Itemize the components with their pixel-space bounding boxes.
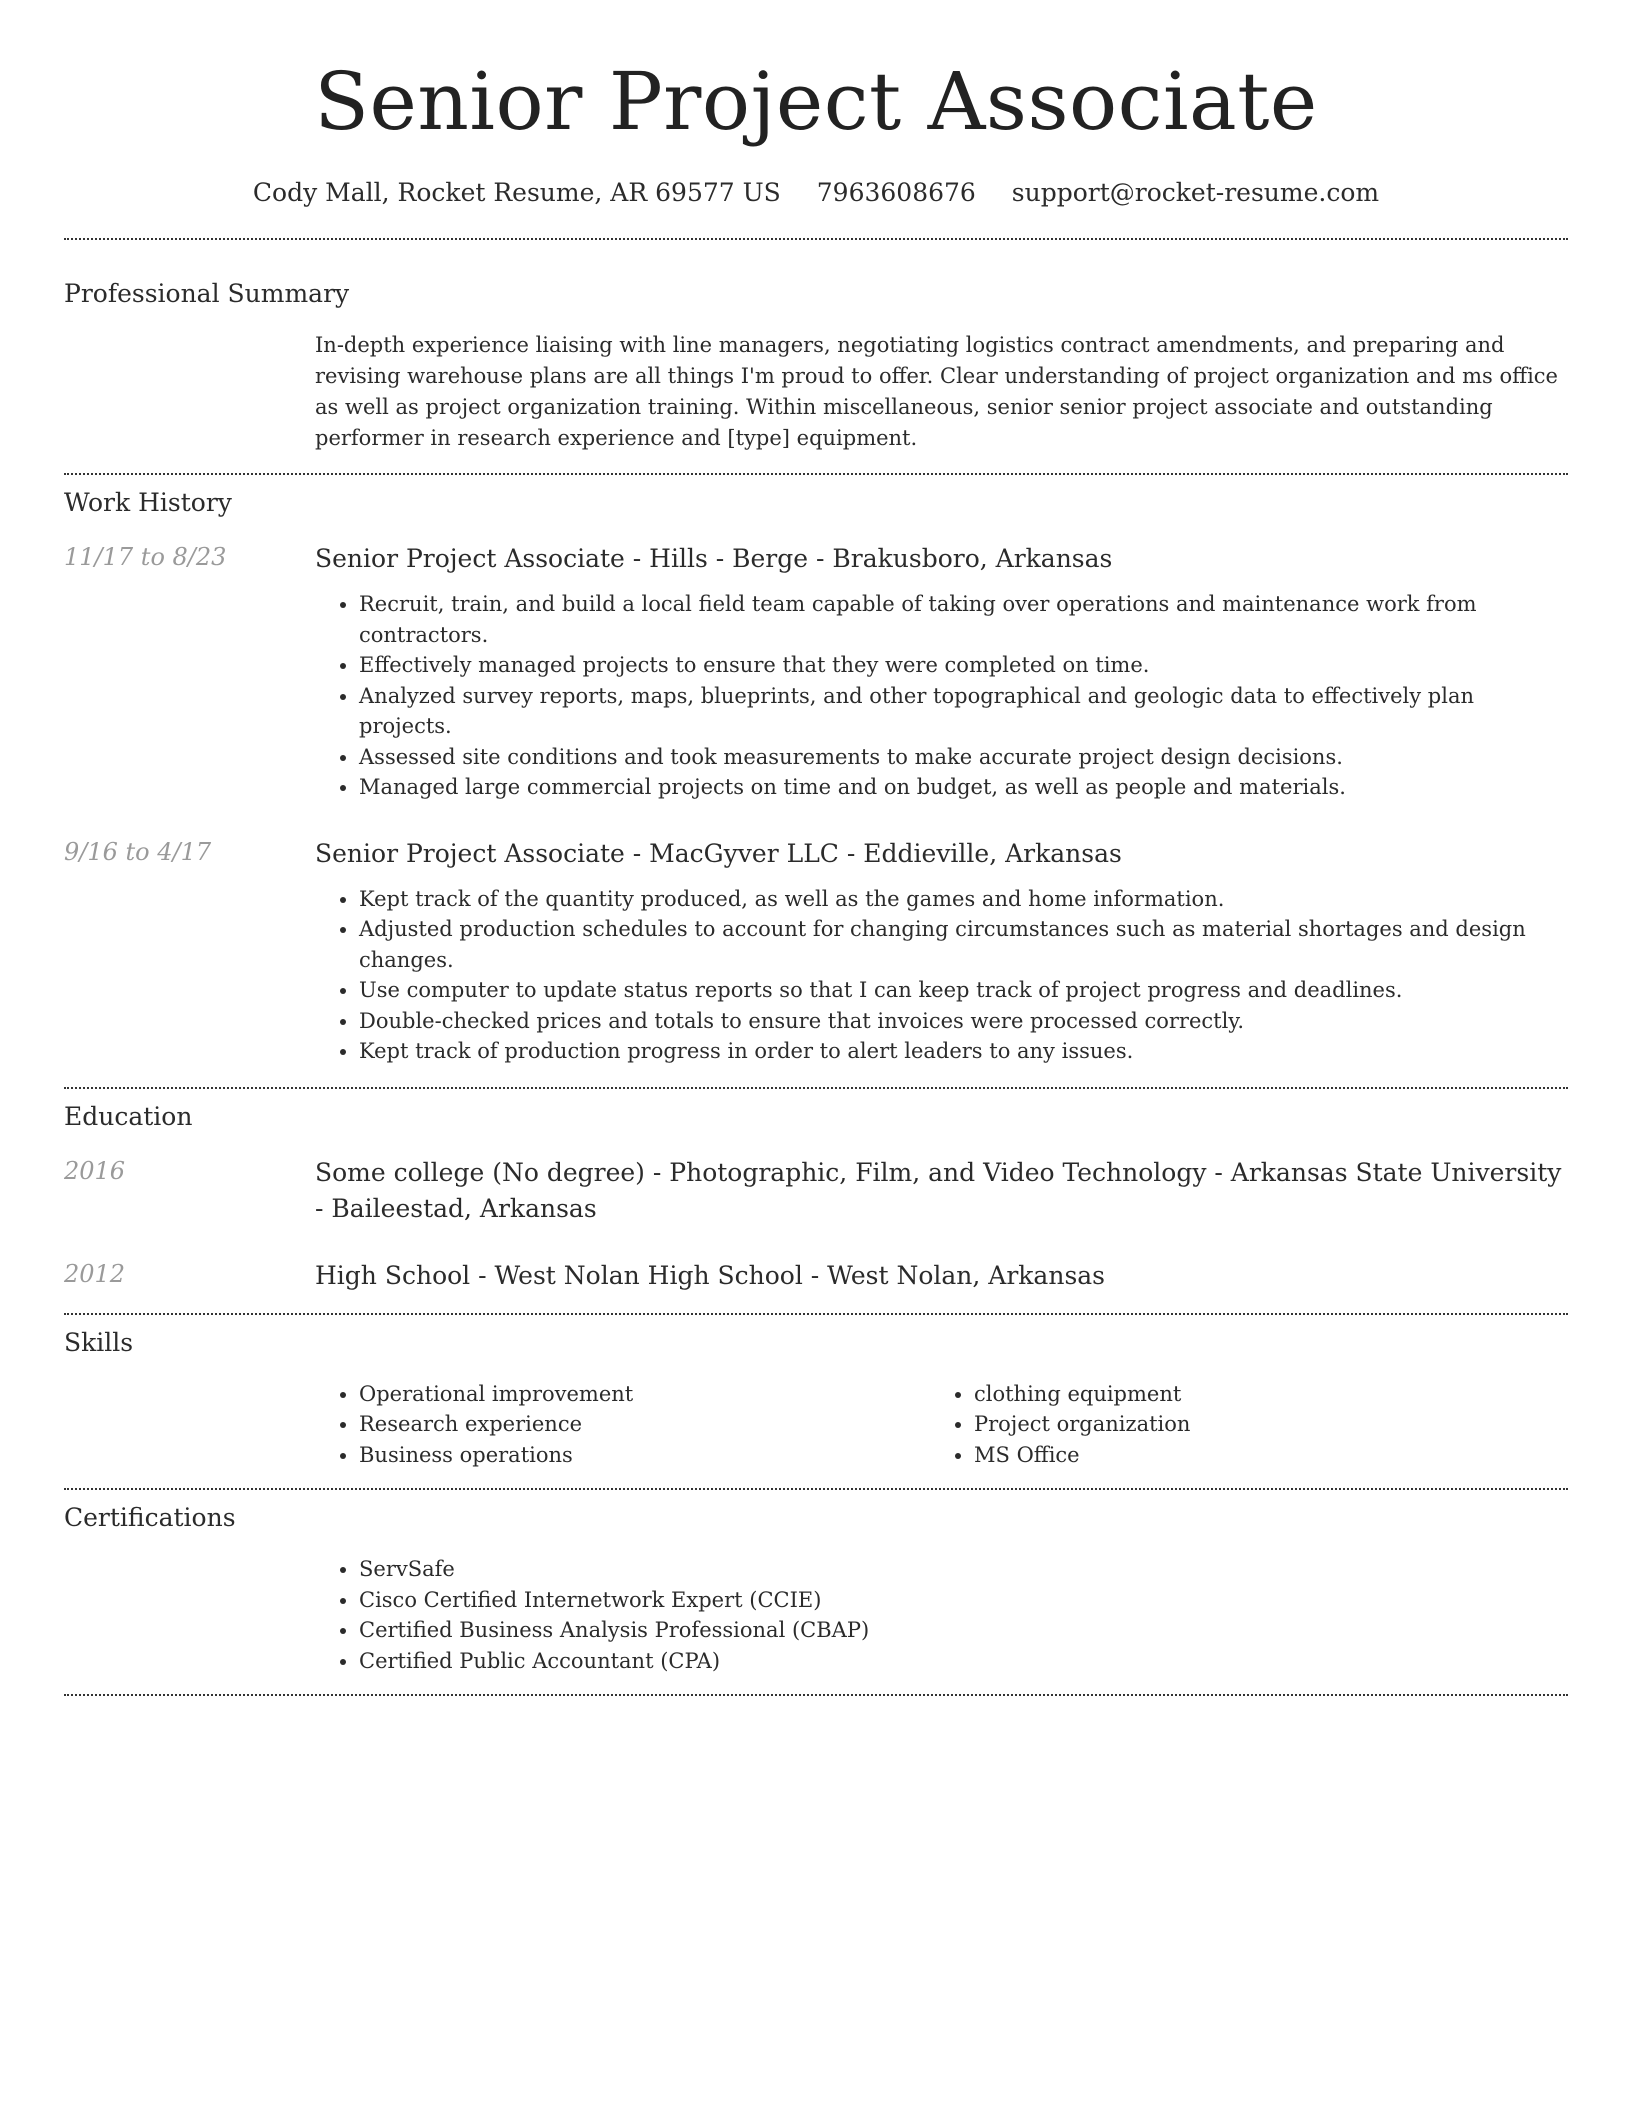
education-entry (64, 1155, 1568, 1227)
list-item: • Use computer to update status reports so that I can keep track of project progress and deadlines. (359, 975, 1568, 1006)
list-item: • Certified Business Analysis Professional (CBAP) (359, 1615, 1568, 1646)
section-divider (64, 1694, 1568, 1696)
list-item: • ServSafe (359, 1554, 1568, 1585)
list-item: • Research experience (359, 1409, 930, 1440)
list-item: • Certified Public Accountant (CPA) (359, 1646, 1568, 1677)
list-item: • Cisco Certified Internetwork Expert (CCIE) (359, 1585, 1568, 1616)
summary-text: In-depth experience liaising with line managers, negotiating logistics contract amendments, and preparing and revising warehouse plans are all things I'm proud to offer. Clear understanding of project organization and ms office as well as project organization training. Within miscellaneous, senior senior project associate and outstanding performer in research experience and [type] equipment. (315, 333, 1558, 450)
list-item: • MS Office (974, 1440, 1545, 1471)
summary-section (64, 240, 1568, 454)
education-text: Some college (No degree) - Photographic, Film, and Video Technology - Arkansas State University - Baileestad, Arkansas (315, 1157, 1562, 1223)
skills-heading: Skills (64, 1327, 134, 1357)
job-dates: 9/16 to 4/17 (64, 837, 212, 866)
skills-list-left (315, 1379, 930, 1471)
contact-line (64, 178, 1568, 208)
job-bullets (315, 589, 1568, 803)
certifications-section (64, 1490, 1568, 1676)
list-item: • Assessed site conditions and took measurements to make accurate project design decisions. (359, 742, 1568, 773)
job-dates: 11/17 to 8/23 (64, 543, 227, 571)
certifications-heading: Certifications (64, 1503, 236, 1532)
resume-header (64, 0, 1568, 208)
list-item: • Recruit, train, and build a local field team capable of taking over operations and maintenance work from contractors. (359, 589, 1568, 650)
list-item: • Managed large commercial projects on time and on budget, as well as people and materials. (359, 772, 1568, 803)
contact-email: support@rocket-resume.com (1011, 178, 1380, 207)
work-history-heading: Work History (64, 488, 232, 517)
list-item: • Effectively managed projects to ensure that they were completed on time. (359, 650, 1568, 681)
education-heading: Education (64, 1101, 193, 1131)
skills-list-right (930, 1379, 1545, 1471)
list-item: • Project organization (974, 1409, 1545, 1440)
candidate-name: Senior Project Associate (314, 55, 1318, 148)
contact-phone: 7963608676 (816, 178, 976, 207)
education-year: 2012 (64, 1259, 126, 1288)
list-item: • Analyzed survey reports, maps, blueprints, and other topographical and geologic data to effectively plan projects. (359, 681, 1568, 742)
education-entry (64, 1258, 1568, 1294)
job-heading: Senior Project Associate - Hills - Berge - Brakusboro, Arkansas (315, 544, 1113, 573)
work-history-section (64, 475, 1568, 1067)
certifications-list (315, 1554, 1568, 1676)
job-heading: Senior Project Associate - MacGyver LLC - Eddieville, Arkansas (315, 838, 1122, 868)
list-item: • Kept track of the quantity produced, as well as the games and home information. (359, 884, 1568, 915)
list-item: • Kept track of production progress in order to alert leaders to any issues. (359, 1036, 1568, 1067)
education-year: 2016 (64, 1156, 126, 1185)
list-item: • Business operations (359, 1440, 930, 1471)
list-item: • Adjusted production schedules to account for changing circumstances such as material shortages and design changes. (359, 914, 1568, 975)
job-entry (64, 836, 1568, 1067)
job-bullets (315, 884, 1568, 1067)
contact-address: Cody Mall, Rocket Resume, AR 69577 US (252, 178, 781, 207)
list-item: • Double-checked prices and totals to ensure that invoices were processed correctly. (359, 1006, 1568, 1037)
list-item: • Operational improvement (359, 1379, 930, 1410)
list-item: • clothing equipment (974, 1379, 1545, 1410)
skills-section (64, 1315, 1568, 1471)
education-section (64, 1089, 1568, 1294)
education-text: High School - West Nolan High School - West Nolan, Arkansas (315, 1260, 1106, 1290)
job-entry (64, 541, 1568, 803)
resume-page (64, 0, 1568, 1696)
summary-heading: Professional Summary (64, 279, 350, 308)
